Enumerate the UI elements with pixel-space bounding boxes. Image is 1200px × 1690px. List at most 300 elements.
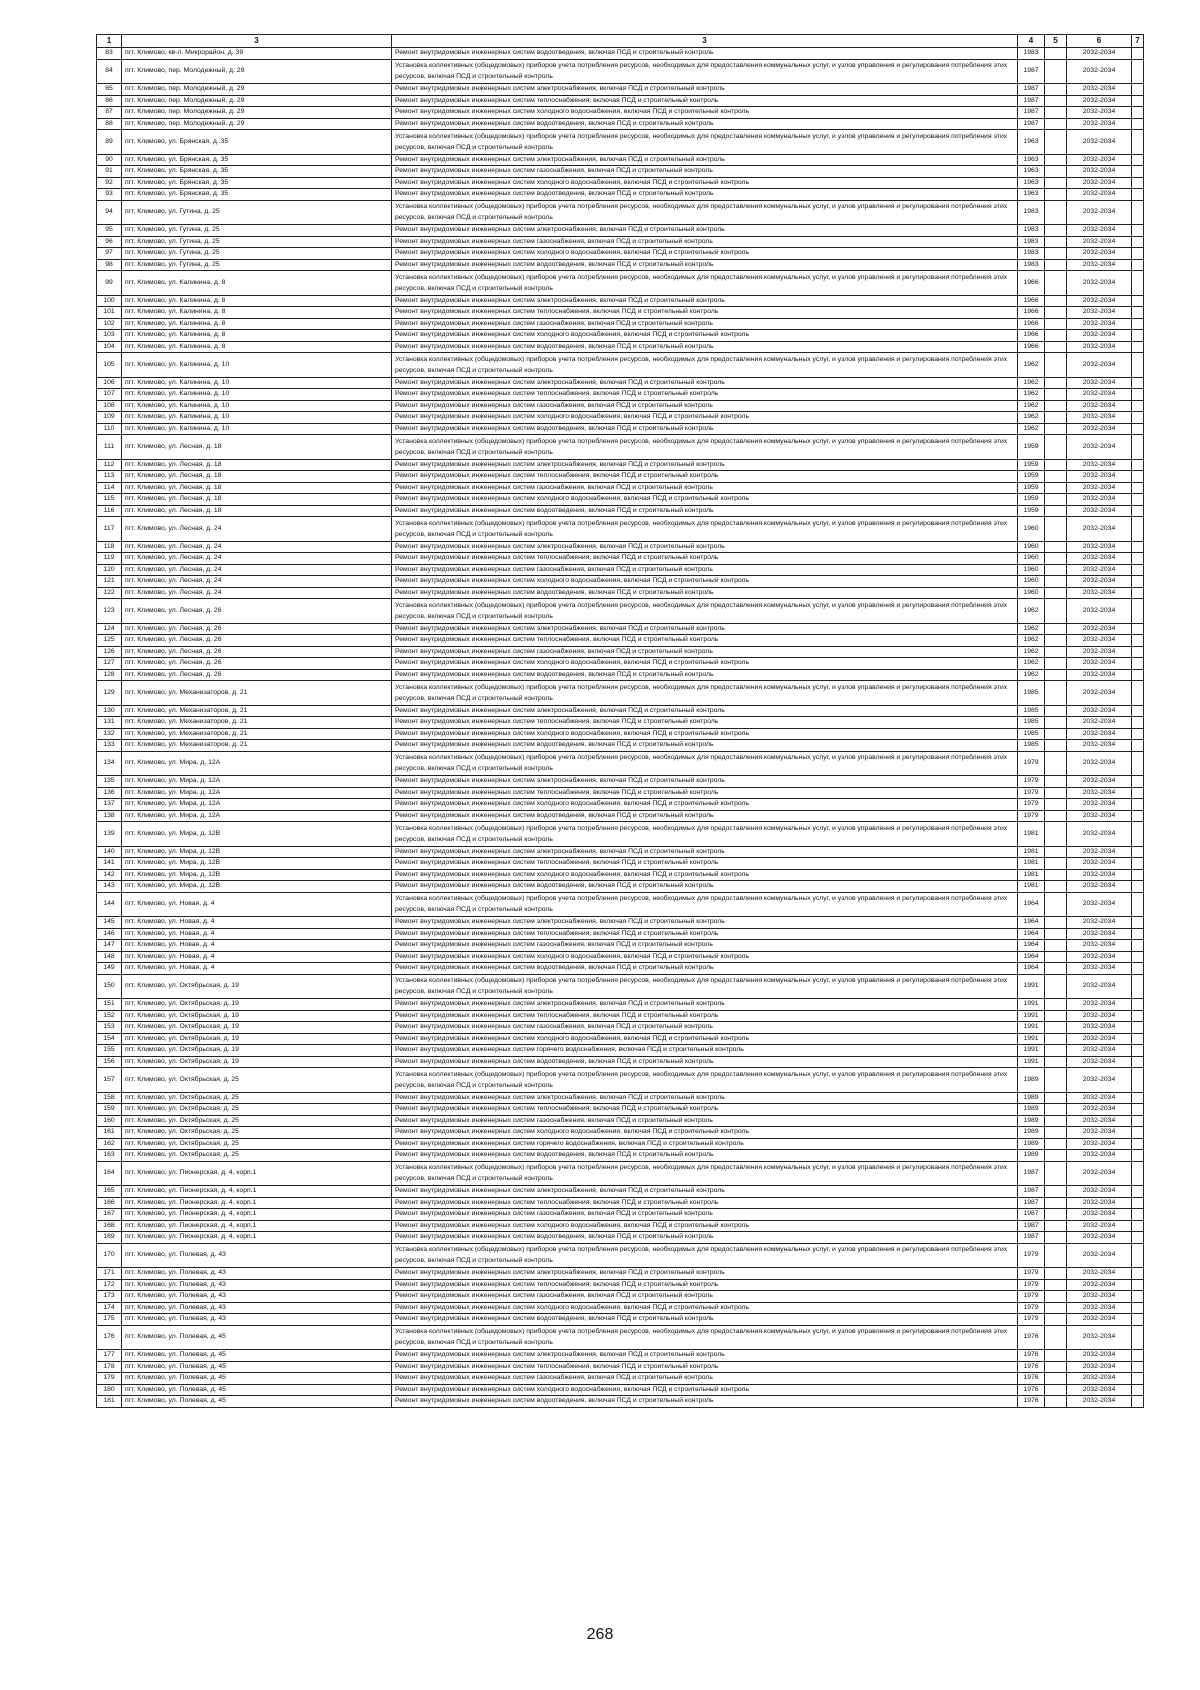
row-col-7 (1132, 869, 1144, 881)
row-year: 1966 (1018, 307, 1045, 319)
row-col-7 (1132, 751, 1144, 776)
row-year: 1962 (1018, 646, 1045, 658)
row-col-7 (1132, 59, 1144, 84)
row-address: пгт. Климово, ул. Мира, д. 12А (122, 787, 392, 799)
row-year: 1976 (1018, 1373, 1045, 1385)
row-address: пгт. Климово, ул. Калинина, д. 8 (122, 295, 392, 307)
row-address: пгт. Климово, ул. Полевая, д. 43 (122, 1268, 392, 1280)
row-col-5 (1045, 623, 1067, 635)
row-work-type: Ремонт внутридомовых инженерных систем холодного водоснабжения, включая ПСД и строительный контроль (392, 1384, 1018, 1396)
row-col-7 (1132, 799, 1144, 811)
row-year: 1987 (1018, 95, 1045, 107)
table-row (97, 341, 1144, 353)
table-row (97, 84, 1144, 96)
row-address: пгт. Климово, ул. Брянская, д. 35 (122, 154, 392, 166)
row-col-7 (1132, 1279, 1144, 1291)
row-work-type: Ремонт внутридомовых инженерных систем водоотведения, включая ПСД и строительный контроль (392, 740, 1018, 752)
row-col-5 (1045, 1314, 1067, 1326)
row-number: 86 (97, 95, 122, 107)
row-col-5 (1045, 377, 1067, 389)
row-period: 2032-2034 (1067, 681, 1132, 706)
row-address: пгт. Климово, ул. Механизаторов, д. 21 (122, 717, 392, 729)
row-col-5 (1045, 1291, 1067, 1303)
row-work-type: Ремонт внутридомовых инженерных систем холодного водоснабжения, включая ПСД и строительный контроль (392, 728, 1018, 740)
row-col-7 (1132, 951, 1144, 963)
row-col-7 (1132, 1373, 1144, 1385)
row-col-5 (1045, 482, 1067, 494)
row-address: пгт. Климово, ул. Пионерская, д. 4, корп.1 (122, 1186, 392, 1198)
table-row (97, 799, 1144, 811)
row-work-type: Ремонт внутридомовых инженерных систем холодного водоснабжения, включая ПСД и строительный контроль (392, 951, 1018, 963)
row-col-5 (1045, 881, 1067, 893)
table-row (97, 248, 1144, 260)
row-year: 1976 (1018, 1325, 1045, 1350)
row-number: 103 (97, 330, 122, 342)
row-number: 121 (97, 576, 122, 588)
row-period: 2032-2034 (1067, 259, 1132, 271)
row-col-7 (1132, 1092, 1144, 1104)
row-work-type: Ремонт внутридомовых инженерных систем холодного водоснабжения, включая ПСД и строительный контроль (392, 494, 1018, 506)
row-period: 2032-2034 (1067, 459, 1132, 471)
row-col-7 (1132, 1150, 1144, 1162)
row-number: 117 (97, 517, 122, 542)
row-address: пгт. Климово, ул. Новая, д. 4 (122, 951, 392, 963)
row-address: пгт. Климово, ул. Лесная, д. 18 (122, 435, 392, 460)
row-number: 95 (97, 225, 122, 237)
row-year: 1962 (1018, 658, 1045, 670)
row-address: пгт. Климово, ул. Полевая, д. 43 (122, 1291, 392, 1303)
row-year: 1976 (1018, 1384, 1045, 1396)
row-address: пгт. Климово, ул. Полевая, д. 43 (122, 1302, 392, 1314)
table-row (97, 951, 1144, 963)
row-address: пгт. Климово, ул. Калинина, д. 10 (122, 400, 392, 412)
row-year: 1989 (1018, 1150, 1045, 1162)
row-year: 1985 (1018, 740, 1045, 752)
row-number: 94 (97, 200, 122, 225)
row-year: 1966 (1018, 330, 1045, 342)
row-address: пгт. Климово, ул. Калинина, д. 8 (122, 271, 392, 296)
table-row (97, 681, 1144, 706)
row-col-7 (1132, 974, 1144, 999)
row-col-7 (1132, 1022, 1144, 1034)
row-year: 1962 (1018, 599, 1045, 624)
row-year: 1987 (1018, 1220, 1045, 1232)
row-work-type: Ремонт внутридомовых инженерных систем холодного водоснабжения, включая ПСД и строительный контроль (392, 658, 1018, 670)
table-row (97, 892, 1144, 917)
row-work-type: Ремонт внутридомовых инженерных систем водоотведения, включая ПСД и строительный контроль (392, 1056, 1018, 1068)
row-year: 1989 (1018, 1115, 1045, 1127)
table-row (97, 999, 1144, 1011)
row-col-7 (1132, 717, 1144, 729)
row-col-5 (1045, 177, 1067, 189)
row-col-7 (1132, 1138, 1144, 1150)
row-year: 1991 (1018, 1022, 1045, 1034)
row-number: 181 (97, 1396, 122, 1408)
row-number: 163 (97, 1150, 122, 1162)
table-row (97, 1373, 1144, 1385)
table-row (97, 635, 1144, 647)
row-period: 2032-2034 (1067, 1115, 1132, 1127)
row-year: 1981 (1018, 822, 1045, 847)
row-number: 120 (97, 564, 122, 576)
row-address: пгт. Климово, ул. Механизаторов, д. 21 (122, 728, 392, 740)
row-period: 2032-2034 (1067, 318, 1132, 330)
row-col-5 (1045, 740, 1067, 752)
row-work-type: Ремонт внутридомовых инженерных систем газоснабжения, включая ПСД и строительный контроль (392, 940, 1018, 952)
row-work-type: Ремонт внутридомовых инженерных систем водоотведения, включая ПСД и строительный контроль (392, 810, 1018, 822)
row-period: 2032-2034 (1067, 1209, 1132, 1221)
table-row (97, 494, 1144, 506)
row-period: 2032-2034 (1067, 471, 1132, 483)
row-col-7 (1132, 517, 1144, 542)
row-number: 170 (97, 1243, 122, 1268)
table-row (97, 623, 1144, 635)
row-number: 152 (97, 1010, 122, 1022)
row-col-5 (1045, 225, 1067, 237)
row-address: пгт. Климово, ул. Октябрьская, д. 19 (122, 1033, 392, 1045)
row-address: пгт. Климово, ул. Калинина, д. 8 (122, 341, 392, 353)
table-row (97, 846, 1144, 858)
row-col-7 (1132, 48, 1144, 60)
row-col-5 (1045, 705, 1067, 717)
row-col-5 (1045, 1138, 1067, 1150)
row-col-5 (1045, 1373, 1067, 1385)
row-address: пгт. Климово, ул. Мира, д. 12А (122, 776, 392, 788)
row-col-7 (1132, 389, 1144, 401)
row-number: 127 (97, 658, 122, 670)
row-col-7 (1132, 1068, 1144, 1093)
row-work-type: Установка коллективных (общедомовых) приборов учета потребления ресурсов, необходимых для предоставления коммунальных услуг, и узлов управления и регулирования потребления этих ресурсов, включая ПСД и строительный контроль (392, 1243, 1018, 1268)
row-col-5 (1045, 928, 1067, 940)
row-year: 1963 (1018, 154, 1045, 166)
row-address: пгт. Климово, ул. Октябрьская, д. 19 (122, 1022, 392, 1034)
row-col-7 (1132, 1045, 1144, 1057)
row-year: 1979 (1018, 1314, 1045, 1326)
row-number: 144 (97, 892, 122, 917)
row-number: 130 (97, 705, 122, 717)
row-col-7 (1132, 1197, 1144, 1209)
row-work-type: Ремонт внутридомовых инженерных систем холодного водоснабжения, включая ПСД и строительный контроль (392, 330, 1018, 342)
row-number: 110 (97, 423, 122, 435)
row-col-7 (1132, 200, 1144, 225)
row-col-5 (1045, 940, 1067, 952)
row-work-type: Ремонт внутридомовых инженерных систем электроснабжения, включая ПСД и строительный контроль (392, 541, 1018, 553)
row-col-5 (1045, 1056, 1067, 1068)
row-year: 1959 (1018, 505, 1045, 517)
row-col-5 (1045, 1268, 1067, 1280)
row-col-5 (1045, 1209, 1067, 1221)
table-row (97, 1314, 1144, 1326)
table-row (97, 1350, 1144, 1362)
row-address: пгт. Климово, ул. Лесная, д. 18 (122, 505, 392, 517)
row-period: 2032-2034 (1067, 107, 1132, 119)
row-address: пгт. Климово, ул. Мира, д. 12А (122, 810, 392, 822)
row-period: 2032-2034 (1067, 341, 1132, 353)
table-row (97, 881, 1144, 893)
row-col-7 (1132, 494, 1144, 506)
row-year: 1963 (1018, 177, 1045, 189)
row-period: 2032-2034 (1067, 330, 1132, 342)
row-col-5 (1045, 963, 1067, 975)
row-period: 2032-2034 (1067, 751, 1132, 776)
row-col-5 (1045, 330, 1067, 342)
row-number: 177 (97, 1350, 122, 1362)
row-period: 2032-2034 (1067, 189, 1132, 201)
row-col-7 (1132, 822, 1144, 847)
row-period: 2032-2034 (1067, 1373, 1132, 1385)
row-number: 134 (97, 751, 122, 776)
row-address: пгт. Климово, пер. Молодежный, д. 29 (122, 95, 392, 107)
row-col-5 (1045, 259, 1067, 271)
row-year: 1960 (1018, 541, 1045, 553)
row-number: 109 (97, 412, 122, 424)
row-col-5 (1045, 59, 1067, 84)
table-row (97, 118, 1144, 130)
row-col-5 (1045, 200, 1067, 225)
row-col-5 (1045, 1361, 1067, 1373)
table-row (97, 1325, 1144, 1350)
header-col-7: 7 (1132, 35, 1144, 48)
row-col-5 (1045, 166, 1067, 178)
row-work-type: Ремонт внутридомовых инженерных систем электроснабжения, включая ПСД и строительный контроль (392, 154, 1018, 166)
table-row (97, 564, 1144, 576)
row-number: 132 (97, 728, 122, 740)
header-col-number: 1 (97, 35, 122, 48)
row-work-type: Ремонт внутридомовых инженерных систем холодного водоснабжения, включая ПСД и строительный контроль (392, 1302, 1018, 1314)
row-number: 165 (97, 1186, 122, 1198)
row-period: 2032-2034 (1067, 1010, 1132, 1022)
row-year: 1979 (1018, 751, 1045, 776)
row-year: 1962 (1018, 353, 1045, 378)
row-col-7 (1132, 576, 1144, 588)
row-period: 2032-2034 (1067, 810, 1132, 822)
table-row (97, 787, 1144, 799)
row-number: 151 (97, 999, 122, 1011)
row-number: 87 (97, 107, 122, 119)
row-period: 2032-2034 (1067, 928, 1132, 940)
row-address: пгт. Климово, ул. Октябрьская, д. 19 (122, 1010, 392, 1022)
row-number: 162 (97, 1138, 122, 1150)
row-address: пгт. Климово, кв-л. Микрорайон, д. 39 (122, 48, 392, 60)
row-address: пгт. Климово, ул. Лесная, д. 18 (122, 471, 392, 483)
row-year: 1979 (1018, 810, 1045, 822)
row-col-5 (1045, 1127, 1067, 1139)
row-address: пгт. Климово, ул. Лесная, д. 26 (122, 623, 392, 635)
row-col-7 (1132, 154, 1144, 166)
row-address: пгт. Климово, ул. Пионерская, д. 4, корп.1 (122, 1220, 392, 1232)
row-year: 1963 (1018, 189, 1045, 201)
row-work-type: Ремонт внутридомовых инженерных систем электроснабжения, включая ПСД и строительный контроль (392, 705, 1018, 717)
table-row (97, 307, 1144, 319)
row-col-5 (1045, 1384, 1067, 1396)
row-address: пгт. Климово, ул. Калинина, д. 8 (122, 330, 392, 342)
row-address: пгт. Климово, ул. Механизаторов, д. 21 (122, 740, 392, 752)
row-col-7 (1132, 236, 1144, 248)
row-number: 96 (97, 236, 122, 248)
row-col-7 (1132, 623, 1144, 635)
row-address: пгт. Климово, пер. Молодежный, д. 29 (122, 59, 392, 84)
row-period: 2032-2034 (1067, 118, 1132, 130)
row-col-7 (1132, 705, 1144, 717)
row-address: пгт. Климово, ул. Мира, д. 12В (122, 846, 392, 858)
row-col-7 (1132, 1161, 1144, 1186)
row-address: пгт. Климово, ул. Пионерская, д. 4, корп.1 (122, 1209, 392, 1221)
row-year: 1964 (1018, 963, 1045, 975)
row-period: 2032-2034 (1067, 353, 1132, 378)
row-period: 2032-2034 (1067, 1279, 1132, 1291)
row-work-type: Ремонт внутридомовых инженерных систем газоснабжения, включая ПСД и строительный контроль (392, 318, 1018, 330)
row-year: 1962 (1018, 412, 1045, 424)
row-address: пгт. Климово, ул. Октябрьская, д. 19 (122, 1056, 392, 1068)
row-year: 1964 (1018, 951, 1045, 963)
row-number: 131 (97, 717, 122, 729)
row-period: 2032-2034 (1067, 1150, 1132, 1162)
row-period: 2032-2034 (1067, 858, 1132, 870)
row-col-5 (1045, 1220, 1067, 1232)
row-col-5 (1045, 717, 1067, 729)
row-col-5 (1045, 1232, 1067, 1244)
row-period: 2032-2034 (1067, 412, 1132, 424)
row-col-5 (1045, 423, 1067, 435)
row-address: пгт. Климово, ул. Калинина, д. 8 (122, 307, 392, 319)
row-number: 129 (97, 681, 122, 706)
table-row (97, 225, 1144, 237)
row-address: пгт. Климово, ул. Лесная, д. 18 (122, 494, 392, 506)
row-work-type: Установка коллективных (общедомовых) приборов учета потребления ресурсов, необходимых для предоставления коммунальных услуг, и узлов управления и регулирования потребления этих ресурсов, включая ПСД и строительный контроль (392, 130, 1018, 155)
row-period: 2032-2034 (1067, 892, 1132, 917)
row-work-type: Ремонт внутридомовых инженерных систем электроснабжения, включая ПСД и строительный контроль (392, 1268, 1018, 1280)
row-work-type: Установка коллективных (общедомовых) приборов учета потребления ресурсов, необходимых для предоставления коммунальных услуг, и узлов управления и регулирования потребления этих ресурсов, включая ПСД и строительный контроль (392, 599, 1018, 624)
row-work-type: Установка коллективных (общедомовых) приборов учета потребления ресурсов, необходимых для предоставления коммунальных услуг, и узлов управления и регулирования потребления этих ресурсов, включая ПСД и строительный контроль (392, 892, 1018, 917)
row-number: 104 (97, 341, 122, 353)
table-row (97, 1045, 1144, 1057)
row-number: 175 (97, 1314, 122, 1326)
row-period: 2032-2034 (1067, 1127, 1132, 1139)
row-col-5 (1045, 1186, 1067, 1198)
row-col-5 (1045, 1115, 1067, 1127)
row-year: 1964 (1018, 917, 1045, 929)
row-number: 99 (97, 271, 122, 296)
row-work-type: Ремонт внутридомовых инженерных систем горячего водоснабжения, включая ПСД и строительный контроль (392, 1138, 1018, 1150)
row-period: 2032-2034 (1067, 951, 1132, 963)
row-address: пгт. Климово, ул. Новая, д. 4 (122, 928, 392, 940)
table-row (97, 154, 1144, 166)
row-col-7 (1132, 330, 1144, 342)
row-period: 2032-2034 (1067, 200, 1132, 225)
row-address: пгт. Климово, ул. Гутина, д. 25 (122, 248, 392, 260)
row-period: 2032-2034 (1067, 669, 1132, 681)
row-period: 2032-2034 (1067, 84, 1132, 96)
row-address: пгт. Климово, ул. Полевая, д. 43 (122, 1279, 392, 1291)
row-work-type: Ремонт внутридомовых инженерных систем водоотведения, включая ПСД и строительный контроль (392, 48, 1018, 60)
row-period: 2032-2034 (1067, 940, 1132, 952)
table-row (97, 717, 1144, 729)
row-year: 1962 (1018, 389, 1045, 401)
table-row (97, 646, 1144, 658)
row-year: 1979 (1018, 1243, 1045, 1268)
row-period: 2032-2034 (1067, 307, 1132, 319)
row-work-type: Ремонт внутридомовых инженерных систем электроснабжения, включая ПСД и строительный контроль (392, 377, 1018, 389)
row-address: пгт. Климово, ул. Лесная, д. 24 (122, 576, 392, 588)
row-number: 143 (97, 881, 122, 893)
row-address: пгт. Климово, ул. Калинина, д. 10 (122, 412, 392, 424)
row-address: пгт. Климово, ул. Калинина, д. 10 (122, 377, 392, 389)
row-address: пгт. Климово, ул. Механизаторов, д. 21 (122, 705, 392, 717)
row-work-type: Ремонт внутридомовых инженерных систем холодного водоснабжения, включая ПСД и строительный контроль (392, 1220, 1018, 1232)
row-col-7 (1132, 248, 1144, 260)
row-col-5 (1045, 341, 1067, 353)
row-address: пгт. Климово, ул. Гутина, д. 25 (122, 225, 392, 237)
table-row (97, 517, 1144, 542)
row-period: 2032-2034 (1067, 494, 1132, 506)
row-col-7 (1132, 787, 1144, 799)
row-year: 1976 (1018, 1350, 1045, 1362)
row-year: 1987 (1018, 1161, 1045, 1186)
row-number: 179 (97, 1373, 122, 1385)
row-col-5 (1045, 48, 1067, 60)
table-row (97, 1127, 1144, 1139)
row-year: 1985 (1018, 681, 1045, 706)
row-year: 1985 (1018, 705, 1045, 717)
row-number: 174 (97, 1302, 122, 1314)
row-col-7 (1132, 1127, 1144, 1139)
row-work-type: Установка коллективных (общедомовых) приборов учета потребления ресурсов, необходимых для предоставления коммунальных услуг, и узлов управления и регулирования потребления этих ресурсов, включая ПСД и строительный контроль (392, 59, 1018, 84)
row-col-5 (1045, 576, 1067, 588)
row-year: 1962 (1018, 423, 1045, 435)
row-address: пгт. Климово, ул. Октябрьская, д. 25 (122, 1068, 392, 1093)
row-year: 1979 (1018, 799, 1045, 811)
row-col-5 (1045, 118, 1067, 130)
row-number: 92 (97, 177, 122, 189)
row-period: 2032-2034 (1067, 1232, 1132, 1244)
table-row (97, 1396, 1144, 1408)
row-number: 112 (97, 459, 122, 471)
row-number: 161 (97, 1127, 122, 1139)
row-year: 1989 (1018, 1104, 1045, 1116)
table-row (97, 1104, 1144, 1116)
row-year: 1979 (1018, 776, 1045, 788)
row-work-type: Ремонт внутридомовых инженерных систем теплоснабжения, включая ПСД и строительный контроль (392, 1361, 1018, 1373)
row-col-7 (1132, 917, 1144, 929)
row-col-7 (1132, 1384, 1144, 1396)
table-row (97, 1268, 1144, 1280)
row-number: 88 (97, 118, 122, 130)
row-work-type: Ремонт внутридомовых инженерных систем электроснабжения, включая ПСД и строительный контроль (392, 1092, 1018, 1104)
row-col-7 (1132, 225, 1144, 237)
row-col-5 (1045, 1092, 1067, 1104)
row-year: 1987 (1018, 1232, 1045, 1244)
row-col-5 (1045, 318, 1067, 330)
row-year: 1991 (1018, 974, 1045, 999)
row-period: 2032-2034 (1067, 999, 1132, 1011)
row-address: пгт. Климово, ул. Мира, д. 12А (122, 799, 392, 811)
row-work-type: Ремонт внутридомовых инженерных систем газоснабжения, включая ПСД и строительный контроль (392, 1115, 1018, 1127)
row-work-type: Ремонт внутридомовых инженерных систем холодного водоснабжения, включая ПСД и строительный контроль (392, 799, 1018, 811)
row-number: 146 (97, 928, 122, 940)
row-year: 1991 (1018, 1056, 1045, 1068)
row-col-7 (1132, 353, 1144, 378)
row-period: 2032-2034 (1067, 377, 1132, 389)
row-year: 1987 (1018, 84, 1045, 96)
row-work-type: Ремонт внутридомовых инженерных систем водоотведения, включая ПСД и строительный контроль (392, 1232, 1018, 1244)
row-col-7 (1132, 1314, 1144, 1326)
row-col-5 (1045, 353, 1067, 378)
table-row (97, 412, 1144, 424)
row-work-type: Ремонт внутридомовых инженерных систем электроснабжения, включая ПСД и строительный контроль (392, 459, 1018, 471)
row-period: 2032-2034 (1067, 728, 1132, 740)
row-work-type: Ремонт внутридомовых инженерных систем горячего водоснабжения, включая ПСД и строительный контроль (392, 1045, 1018, 1057)
row-number: 97 (97, 248, 122, 260)
